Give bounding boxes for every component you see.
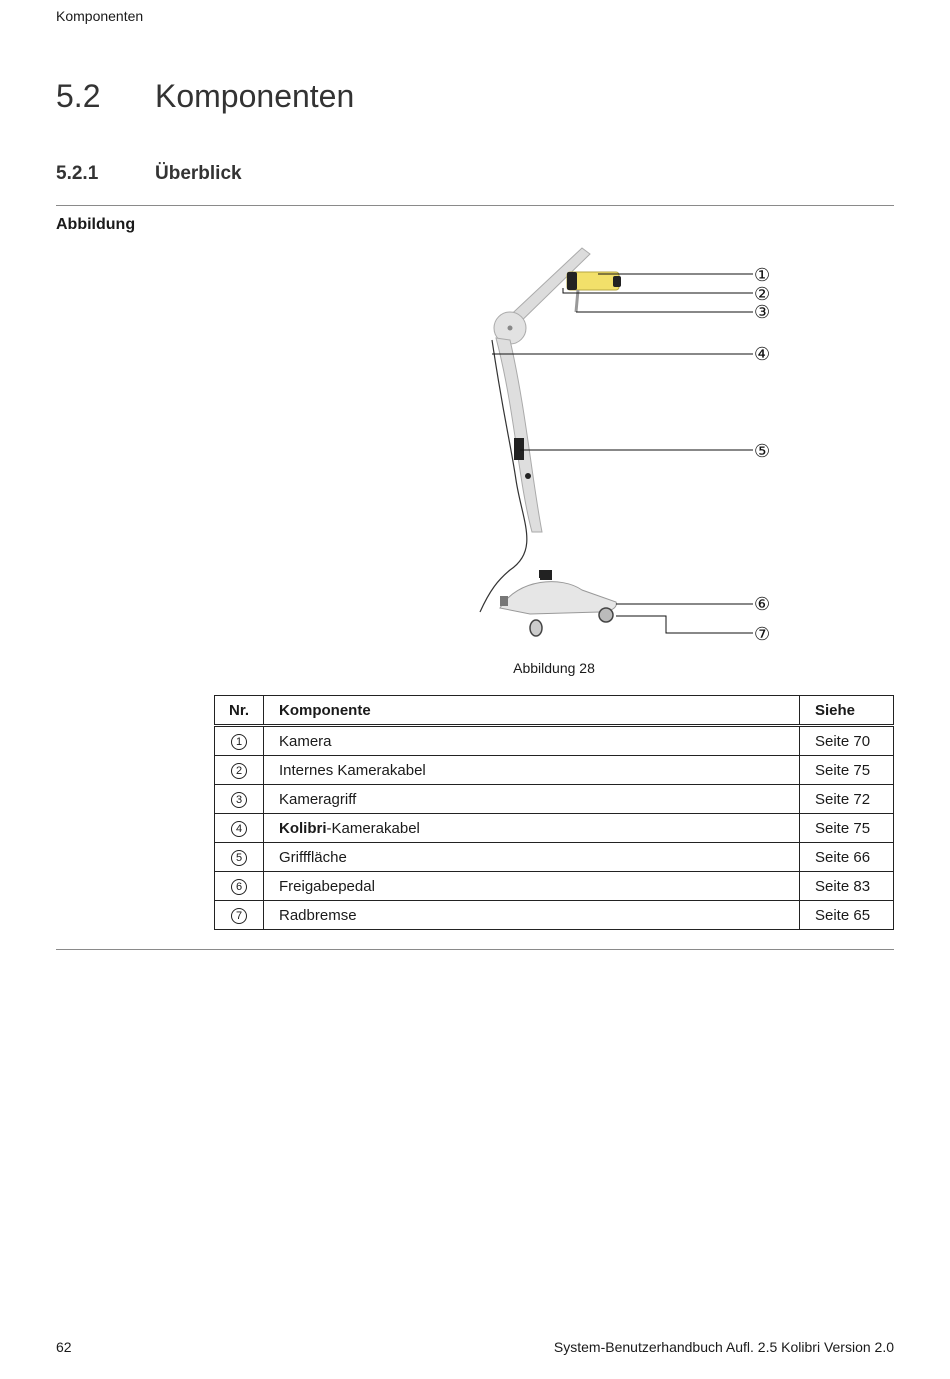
row-number-badge: 1 — [231, 734, 247, 750]
row-component — [264, 726, 800, 756]
row-component-name: Kamera — [279, 732, 332, 750]
table-row — [215, 814, 894, 843]
running-header: Komponenten — [56, 8, 144, 24]
header-component: Komponente — [264, 696, 800, 726]
callout-leaders — [492, 274, 753, 633]
row-see: Seite 72 — [800, 785, 894, 814]
camera-icon — [567, 272, 621, 312]
stand-illustration — [470, 240, 790, 645]
header-see: Siehe — [800, 696, 894, 726]
page-number: 62 — [56, 1339, 72, 1355]
subsection-number: 5.2.1 — [56, 163, 99, 184]
row-component-name: Freigabepedal — [279, 877, 375, 895]
row-component-name: Kameragriff — [279, 790, 357, 808]
row-number-badge: 3 — [231, 792, 247, 808]
table-row — [215, 756, 894, 785]
row-component-name: Radbremse — [279, 906, 357, 924]
callout-3: ③ — [754, 302, 771, 323]
row-component-name: -Kamerakabel — [326, 819, 420, 837]
subsection-title: Überblick — [155, 163, 242, 184]
row-component — [264, 814, 800, 843]
camera-cable — [480, 340, 527, 612]
callout-2: ② — [754, 284, 771, 305]
row-component — [264, 756, 800, 785]
callout-1: ① — [754, 265, 771, 286]
row-see: Seite 75 — [800, 814, 894, 843]
row-component-bold: Kolibri — [279, 819, 327, 837]
header-nr: Nr. — [215, 696, 264, 726]
row-number-badge: 2 — [231, 763, 247, 779]
section-number: 5.2 — [56, 78, 101, 114]
table-row — [215, 843, 894, 872]
stand-column — [496, 338, 549, 580]
row-number-badge: 5 — [231, 850, 247, 866]
table-row — [215, 726, 894, 756]
row-number-badge: 7 — [231, 908, 247, 924]
components-table — [214, 695, 894, 930]
row-component — [264, 785, 800, 814]
row-see: Seite 83 — [800, 872, 894, 901]
stand-arm — [494, 248, 590, 344]
row-component — [264, 872, 800, 901]
stand-base — [500, 570, 616, 636]
row-number-badge: 4 — [231, 821, 247, 837]
figure-label: Abbildung — [56, 216, 136, 233]
row-see: Seite 66 — [800, 843, 894, 872]
row-component — [264, 901, 800, 930]
table-header-row — [215, 696, 894, 726]
callout-5: ⑤ — [754, 441, 771, 462]
callout-4: ④ — [754, 344, 771, 365]
figure-caption: Abbildung 28 — [513, 660, 595, 676]
row-component-name: Internes Kamerakabel — [279, 761, 426, 779]
row-see: Seite 70 — [800, 726, 894, 756]
divider-bottom — [56, 949, 894, 950]
section-title: Komponenten — [155, 78, 355, 114]
table-row — [215, 872, 894, 901]
row-see: Seite 75 — [800, 756, 894, 785]
row-component — [264, 843, 800, 872]
callout-7: ⑦ — [754, 624, 771, 645]
row-number-badge: 6 — [231, 879, 247, 895]
callout-6: ⑥ — [754, 594, 771, 615]
divider-top — [56, 205, 894, 206]
table-row — [215, 785, 894, 814]
row-component-name: Grifffläche — [279, 848, 347, 866]
document-title: System-Benutzerhandbuch Aufl. 2.5 Kolibri Version 2.0 — [553, 1339, 894, 1355]
table-row — [215, 901, 894, 930]
row-see: Seite 65 — [800, 901, 894, 930]
callout-numbers — [754, 265, 770, 645]
